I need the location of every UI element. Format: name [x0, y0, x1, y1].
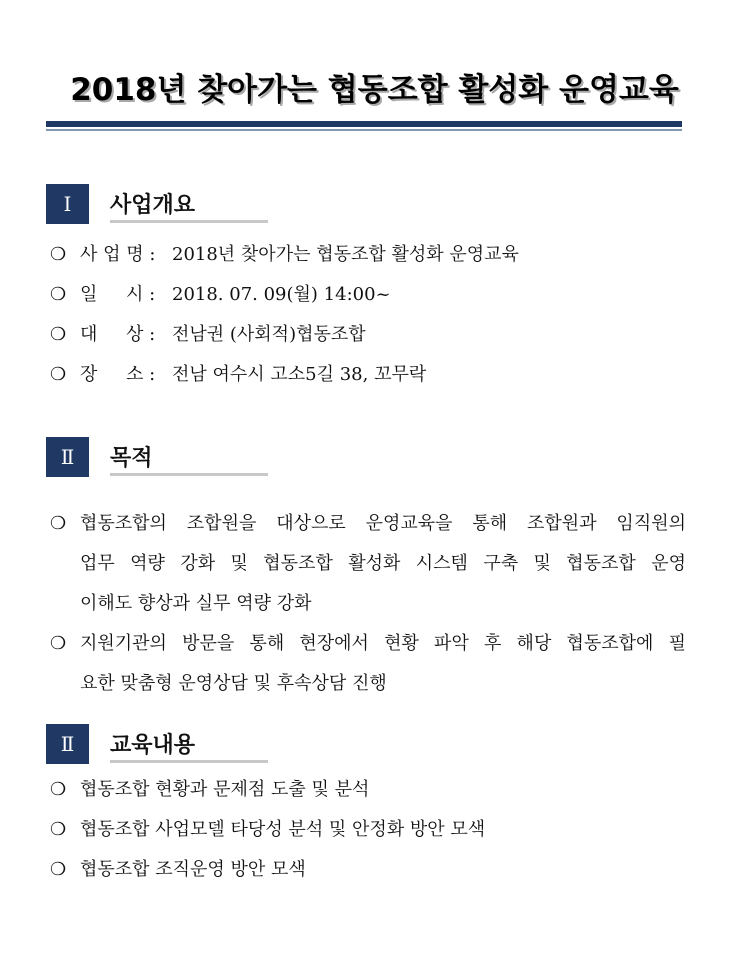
- overview-list: [46, 235, 686, 395]
- list-item: [46, 275, 686, 315]
- circle-bullet-icon: ❍: [50, 284, 67, 305]
- list-item: [46, 235, 686, 275]
- item-line: 지원기관의 방문을 통해 현장에서 현황 파악 후 해당 협동조합에 필: [80, 633, 686, 654]
- section-title-underline: [110, 760, 268, 763]
- section-education-content: [46, 724, 686, 890]
- list-item: [46, 810, 686, 850]
- section-title: 교육내용: [110, 733, 196, 758]
- item-text: 협동조합 사업모델 타당성 분석 및 안정화 방안 모색: [80, 819, 486, 840]
- item-text: 협동조합 조직운영 방안 모색: [80, 859, 306, 880]
- item-value: 2018. 07. 09(월) 14:00~: [172, 284, 391, 305]
- section-number-badge: Ⅰ: [46, 184, 89, 224]
- section-title-underline: [110, 220, 268, 223]
- item-line: 업무 역량 강화 및 협동조합 활성화 시스템 구축 및 협동조합 운영: [80, 553, 686, 574]
- item-text: 협동조합 현황과 문제점 도출 및 분석: [80, 779, 370, 800]
- section-header: [46, 184, 686, 224]
- circle-bullet-icon: ❍: [50, 859, 67, 880]
- circle-bullet-icon: ❍: [50, 364, 67, 385]
- section-purpose: [46, 437, 686, 704]
- list-item: [46, 504, 686, 624]
- section-header: [46, 437, 686, 477]
- circle-bullet-icon: ❍: [50, 513, 67, 534]
- purpose-list: [46, 504, 686, 704]
- section-header: [46, 724, 686, 764]
- circle-bullet-icon: ❍: [50, 244, 67, 265]
- list-item: [46, 355, 686, 395]
- section-title: 사업개요: [110, 193, 196, 218]
- education-list: [46, 770, 686, 890]
- list-item: [46, 770, 686, 810]
- item-line: 협동조합의 조합원을 대상으로 운영교육을 통해 조합원과 임직원의: [80, 513, 686, 534]
- document-title: 2018년 찾아가는 협동조합 활성화 운영교육: [70, 72, 679, 108]
- section-number-badge: Ⅱ: [46, 437, 89, 477]
- item-line: 요한 맞춤형 운영상담 및 후속상담 진행: [80, 673, 387, 694]
- list-item: [46, 850, 686, 890]
- title-rule-thick: [46, 121, 682, 127]
- section-title-underline: [110, 473, 268, 476]
- item-key: 사 업 명 :: [80, 244, 156, 265]
- circle-bullet-icon: ❍: [50, 633, 67, 654]
- section-title: 목적: [110, 446, 153, 471]
- item-line: 이해도 향상과 실무 역량 강화: [80, 593, 312, 614]
- item-key: 장 소 :: [80, 364, 156, 385]
- list-item: [46, 315, 686, 355]
- item-value: 전남권 (사회적)협동조합: [172, 324, 366, 345]
- item-key: 일 시 :: [80, 284, 156, 305]
- item-key: 대 상 :: [80, 324, 156, 345]
- circle-bullet-icon: ❍: [50, 779, 67, 800]
- circle-bullet-icon: ❍: [50, 819, 67, 840]
- circle-bullet-icon: ❍: [50, 324, 67, 345]
- section-business-overview: [46, 184, 686, 395]
- item-value: 2018년 찾아가는 협동조합 활성화 운영교육: [172, 244, 519, 265]
- section-number-badge: Ⅱ: [46, 724, 89, 764]
- item-value: 전남 여수시 고소5길 38, 꼬무락: [172, 364, 427, 385]
- title-rule-thin: [46, 129, 682, 131]
- list-item: [46, 624, 686, 704]
